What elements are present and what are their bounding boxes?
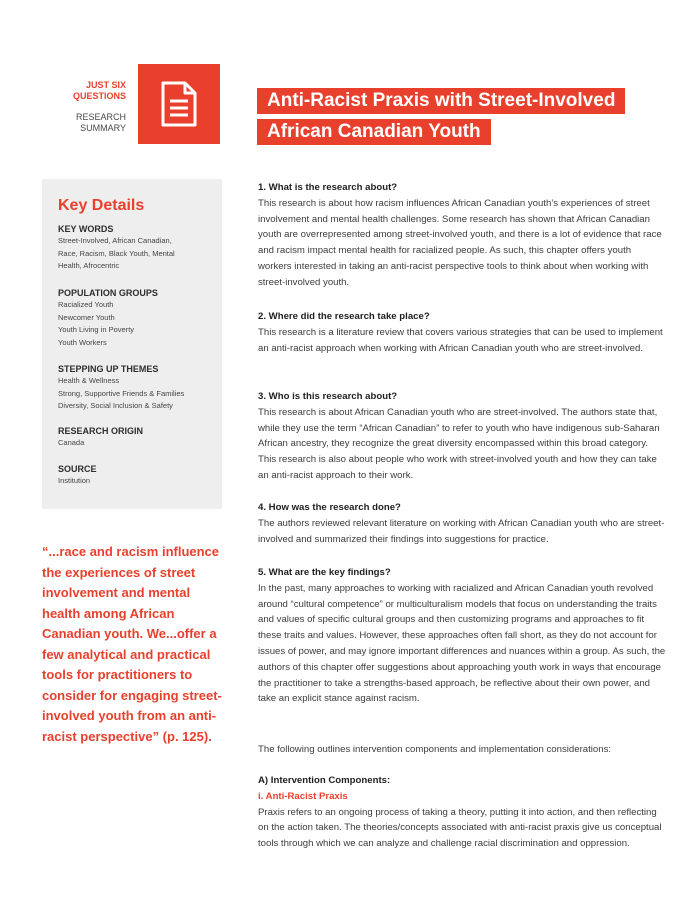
key-words-section — [58, 223, 218, 273]
question-heading: 1. What is the research about? — [258, 182, 398, 193]
brand-line3: RESEARCH — [75, 112, 126, 122]
brand-line1: JUST SIX — [85, 80, 126, 90]
section-line: Youth Living in Poverty — [58, 325, 135, 334]
section-line: Street-Involved, African Canadian, — [58, 236, 172, 245]
section-line: Race, Racism, Black Youth, Mental — [58, 248, 175, 258]
question-4 — [258, 500, 666, 547]
question-heading: 4. How was the research done? — [258, 502, 401, 513]
brand-line2: QUESTIONS — [72, 91, 126, 101]
question-heading: 5. What are the key findings? — [258, 567, 391, 578]
section-line: Diversity, Social Inclusion & Safety — [58, 401, 173, 410]
document-icon-box — [138, 64, 220, 144]
key-details-heading: Key Details — [58, 197, 145, 214]
question-heading: 3. Who is this research about? — [258, 391, 398, 402]
section-line: Canada — [58, 438, 85, 447]
question-5 — [258, 565, 666, 707]
brand-line4: SUMMARY — [80, 123, 126, 133]
question-2 — [258, 309, 666, 356]
title-line-2: African Canadian Youth — [257, 119, 491, 145]
section-line: Institution — [58, 476, 91, 485]
anti-racist-praxis-text: Praxis refers to an ongoing process of taking a theory, putting it into action, and then reflecting on the action taken. The theories/concepts associated with anti-racist praxis give us conceptual tools through which we can analyze and challenge racial discrimination and oppression. — [258, 806, 662, 850]
outline-text: The following outlines intervention components and implementation considerations: — [258, 744, 612, 755]
title-line-1: Anti-Racist Praxis with Street-Involved — [257, 88, 625, 114]
research-origin-section — [58, 425, 218, 450]
section-line: Strong, Supportive Friends & Families — [58, 388, 185, 398]
question-answer: This research is a literature review that covers various strategies that can be used to implement an anti-racist approach when working with African Canadian youth who are street-involved. — [258, 326, 663, 354]
question-answer: In the past, many approaches to working with racialized and African Canadian youth revolved around “cultural competence” or multiculturalism models that focus on understanding the traits and values of specific cultural groups and then customizing programs and approaches to fit these traits and values. However, these approaches often fall short, as they do not account for issues of power, and may ignore important differences and nuances within a group. As such, the authors of this chapter offer suggestions about approaching youth work in ways that encourage the practitioner to take a strengths-based approach, be reflective about their own power, and take an explicit stance against racism. — [258, 582, 666, 705]
section-head: SOURCE — [58, 464, 97, 474]
section-head: POPULATION GROUPS — [58, 288, 158, 298]
question-answer: The authors reviewed relevant literature on working with African Canadian youth who are street-involved and summarized their findings into suggestions for practice. — [258, 517, 665, 545]
section-head: STEPPING UP THEMES — [58, 364, 159, 374]
section-head: RESEARCH ORIGIN — [58, 426, 144, 436]
key-details-panel — [42, 179, 222, 509]
section-line: Health, Afrocentric — [58, 261, 120, 270]
source-section — [58, 463, 218, 488]
document-icon — [160, 80, 198, 128]
question-answer: This research is about how racism influences African Canadian youth’s experiences of street involvement and mental health challenges. Some research has shown that African Canadian youth are overrepresented among street-involved youth, and there is a lot of evidence that race and racism impact mental health for racialized people. As such, this chapter offers youth workers interested in taking an anti-racist perspective tools to think about when working with street-involved youth. — [258, 197, 662, 288]
question-heading: 2. Where did the research take place? — [258, 311, 430, 322]
section-line: Health & Wellness — [58, 376, 120, 385]
section-head: KEY WORDS — [58, 224, 114, 234]
section-line: Racialized Youth — [58, 300, 114, 309]
question-3 — [258, 389, 666, 484]
stepping-up-themes-section — [58, 363, 218, 413]
section-a-heading: A) Intervention Components: — [258, 775, 391, 786]
question-1 — [258, 180, 666, 291]
sub-heading-anti-racist-praxis: i. Anti-Racist Praxis — [258, 790, 348, 802]
intervention-components — [258, 773, 666, 852]
pull-quote: “...race and racism influence the experiences of street involvement and mental health among African Canadian youth. We...offer a few analytical and practical tools for practitioners to consider for engaging street-involved youth from an anti-racist perspective” (p. 125). — [42, 544, 222, 744]
brand-label — [58, 80, 126, 134]
question-answer: This research is about African Canadian youth who are street-involved. The authors state that, while they use the term “African Canadian” to refer to youth who have indigenous sub-Saharan African ancestry, they recognize the great diversity encompassed within this broad category. This research is also about people who work with street-involved youth and how they can take an anti-racist approach to their work. — [258, 406, 660, 481]
population-groups-section — [58, 287, 218, 349]
section-line: Newcomer Youth — [58, 312, 115, 322]
section-line: Youth Workers — [58, 337, 107, 347]
